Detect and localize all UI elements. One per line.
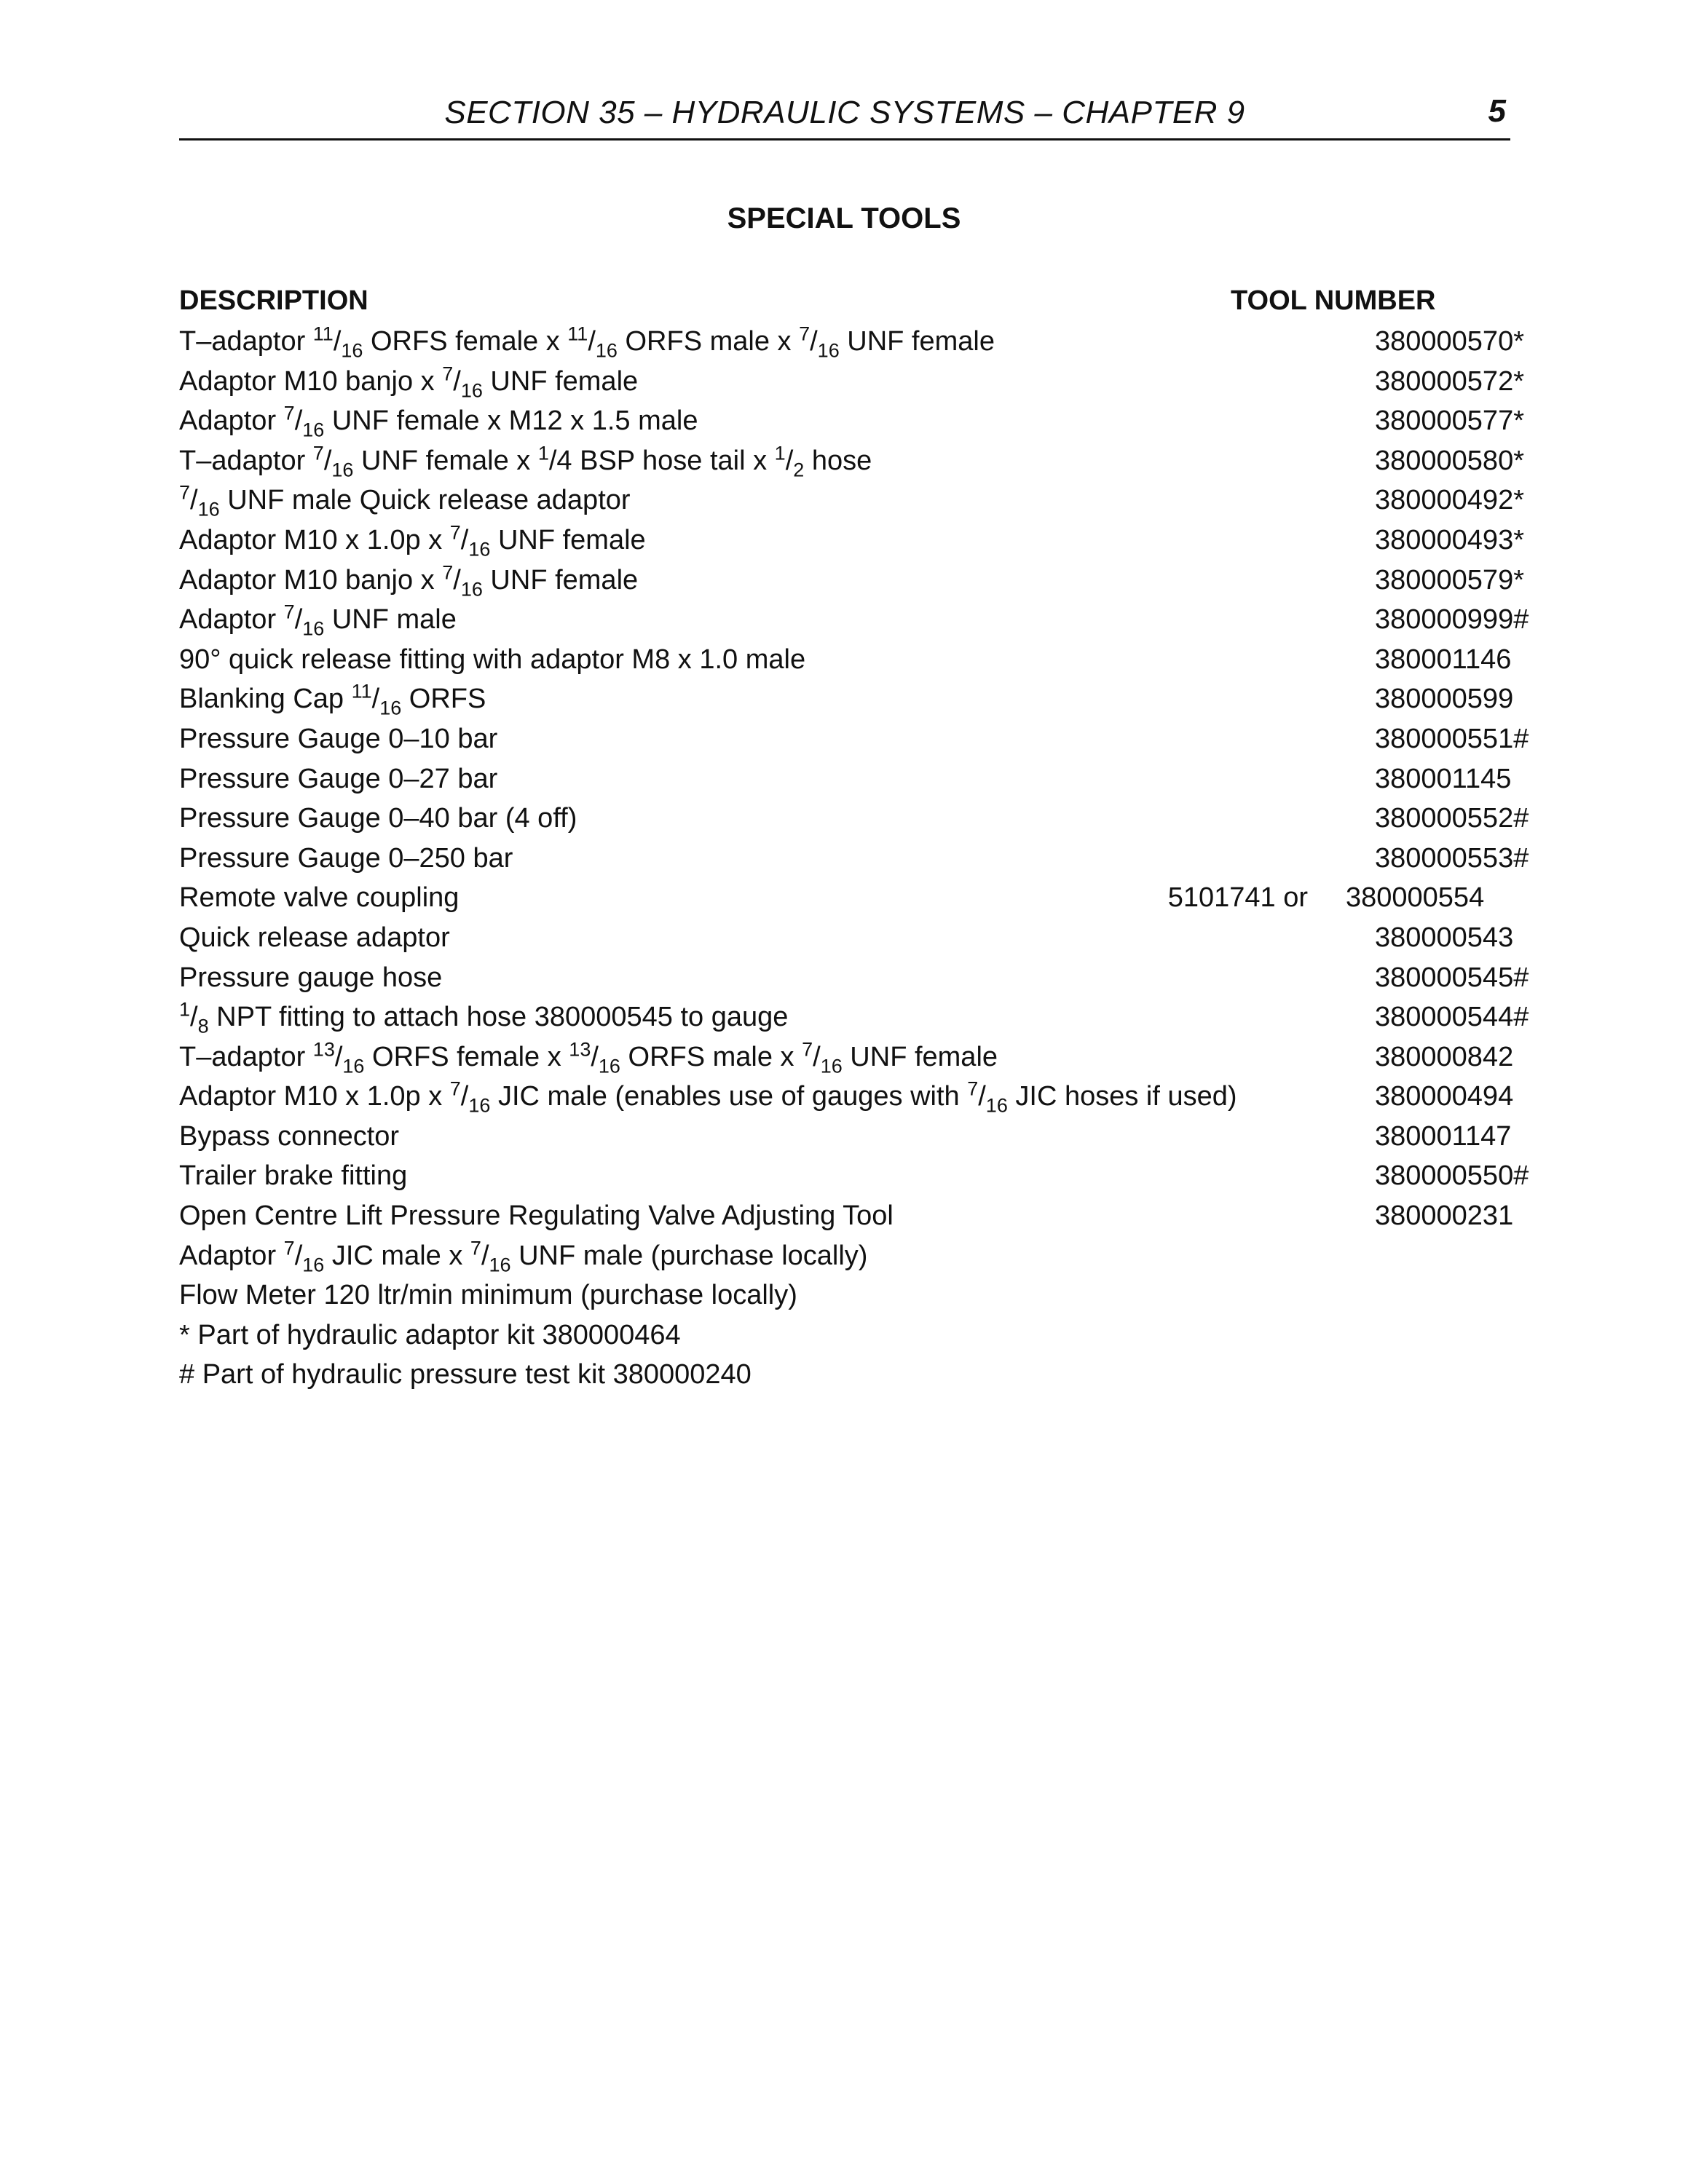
tool-number: 380000580* — [1375, 445, 1524, 476]
table-row — [179, 842, 1529, 883]
tool-description: Trailer brake fitting — [179, 1160, 408, 1192]
fraction: $^7/_{16}$ — [470, 1237, 511, 1276]
alternate-tool-number: 5101741 or — [1167, 882, 1308, 914]
fraction: $^{11}/_{16}$ — [312, 323, 363, 362]
table-row — [179, 764, 1519, 804]
tool-description: 90° quick release fitting with adaptor M8 x 1.0 male — [179, 644, 806, 675]
column-header-tool-number: TOOL NUMBER — [1231, 285, 1436, 316]
fraction: $^7/_{16}$ — [283, 402, 325, 441]
table-row — [179, 323, 1524, 366]
fraction: $^7/_{16}$ — [179, 481, 220, 521]
tool-description: Adaptor $^7/_{16}$ UNF female x M12 x 1.5 male — [179, 402, 698, 441]
table-row — [179, 561, 1524, 605]
tool-description: T–adaptor $^{13}/_{16}$ ORFS female x $^{13}/_{16}$ ORFS male x $^7/_{16}$ UNF female — [179, 1038, 998, 1077]
tool-description: Adaptor M10 x 1.0p x $^7/_{16}$ UNF female — [179, 521, 646, 561]
tool-description: Pressure gauge hose — [179, 962, 443, 993]
table-row — [179, 1359, 1519, 1399]
tool-description: T–adaptor $^7/_{16}$ UNF female x $^1$/4 BSP hose tail x $^1/_2$ hose — [179, 442, 872, 481]
tool-description: Bypass connector — [179, 1120, 400, 1152]
table-row — [179, 998, 1529, 1042]
tool-number: 380001146 — [1375, 644, 1512, 675]
tool-number: 380000550# — [1375, 1160, 1529, 1192]
tool-description: $^1/_8$ NPT fitting to attach hose 380000545 to gauge — [179, 998, 789, 1037]
page-header — [179, 90, 1510, 141]
tool-description: Adaptor $^7/_{16}$ JIC male x $^7/_{16}$ UNF male (purchase locally) — [179, 1237, 868, 1276]
table-row — [179, 521, 1524, 565]
tool-number: 380001147 — [1375, 1120, 1512, 1152]
fraction: $^{11}/_{16}$ — [567, 323, 618, 362]
tool-description: Blanking Cap $^{11}/_{16}$ ORFS — [179, 680, 486, 719]
table-row — [179, 922, 1519, 962]
table-row — [179, 1200, 1519, 1241]
tool-number: 380000842 — [1375, 1041, 1514, 1072]
table-row — [179, 402, 1524, 446]
table-row — [179, 1237, 1519, 1281]
tool-description: Adaptor M10 banjo x $^7/_{16}$ UNF female — [179, 561, 639, 600]
tool-description: Quick release adaptor — [179, 922, 450, 953]
table-row — [179, 680, 1519, 724]
fraction: $^7/_{16}$ — [283, 601, 325, 640]
table-row — [179, 442, 1524, 486]
table-body — [179, 323, 1529, 1399]
fraction: $^7/_{16}$ — [442, 561, 483, 600]
fraction: $^{11}/_{16}$ — [351, 680, 402, 719]
table-row — [179, 601, 1529, 644]
tool-number: 380000579* — [1375, 564, 1524, 596]
table-row — [179, 1038, 1519, 1082]
table-row — [179, 1160, 1529, 1200]
tool-number: 380000493* — [1375, 524, 1524, 555]
tool-number: 380000570* — [1375, 326, 1524, 357]
tool-description: Pressure Gauge 0–10 bar — [179, 723, 498, 754]
tool-number: 380000544# — [1375, 1002, 1529, 1033]
special-tools-table — [179, 285, 1529, 1399]
table-row — [179, 1320, 1519, 1360]
table-row — [179, 1280, 1519, 1320]
table-row — [179, 723, 1529, 764]
tool-description: $^7/_{16}$ UNF male Quick release adaptor — [179, 481, 631, 521]
table-row — [179, 644, 1519, 684]
fraction: $^7/_{16}$ — [442, 363, 483, 402]
tool-description: Open Centre Lift Pressure Regulating Valve Adjusting Tool — [179, 1200, 894, 1232]
tool-description: Adaptor M10 x 1.0p x $^7/_{16}$ JIC male (enables use of gauges with $^7/_{16}$ JIC hoses if used) — [179, 1077, 1237, 1117]
fraction: $^{13}/_{16}$ — [569, 1038, 620, 1077]
table-row — [179, 1077, 1519, 1121]
tool-description: Adaptor $^7/_{16}$ UNF male — [179, 601, 457, 640]
tool-number: 380000494 — [1375, 1081, 1514, 1112]
tool-number: 380000577* — [1375, 405, 1524, 437]
tool-number: 380000231 — [1375, 1200, 1514, 1232]
fraction: $^7/_{16}$ — [283, 1237, 325, 1276]
tool-number: 380000572* — [1375, 365, 1524, 397]
table-row — [179, 481, 1524, 525]
tool-number: 380000999# — [1375, 604, 1529, 636]
fraction: $^7/_{16}$ — [967, 1077, 1008, 1117]
tool-description: Flow Meter 120 ltr/min minimum (purchase locally) — [179, 1280, 797, 1311]
tool-number: 380000543 — [1375, 922, 1514, 953]
table-header — [179, 285, 1519, 326]
table-row — [179, 962, 1529, 1002]
tool-description: T–adaptor $^{11}/_{16}$ ORFS female x $^{11}/_{16}$ ORFS male x $^7/_{16}$ UNF female — [179, 323, 995, 362]
tool-description: * Part of hydraulic adaptor kit 380000464 — [179, 1319, 681, 1350]
table-row — [179, 803, 1529, 843]
column-header-description: DESCRIPTION — [179, 285, 368, 316]
section-title: SECTION 35 – HYDRAULIC SYSTEMS – CHAPTER 9 — [444, 95, 1245, 130]
page-number: 5 — [1488, 93, 1506, 129]
fraction: $^7/_{16}$ — [312, 442, 354, 481]
tool-number: 380001145 — [1375, 763, 1512, 794]
tool-number: 380000552# — [1375, 803, 1529, 834]
tool-description: # Part of hydraulic pressure test kit 380000240 — [179, 1359, 752, 1390]
fraction: $^{13}/_{16}$ — [312, 1038, 365, 1077]
tool-number: 380000554 — [1346, 882, 1485, 914]
table-row — [179, 1121, 1519, 1161]
tool-number: 380000492* — [1375, 485, 1524, 516]
tool-number: 380000545# — [1375, 962, 1529, 993]
fraction: $^1/_2$ — [774, 442, 805, 481]
tool-number: 380000553# — [1375, 842, 1529, 874]
tool-number: 380000599 — [1375, 684, 1514, 715]
tool-description: Remote valve coupling — [179, 882, 460, 914]
fraction: $^7/_{16}$ — [449, 1077, 491, 1117]
tool-description: Pressure Gauge 0–250 bar — [179, 842, 513, 874]
fraction: $^7/_{16}$ — [799, 323, 840, 362]
fraction: $^7/_{16}$ — [802, 1038, 843, 1077]
tool-description: Adaptor M10 banjo x $^7/_{16}$ UNF female — [179, 363, 639, 402]
tool-description: Pressure Gauge 0–40 bar (4 off) — [179, 803, 577, 834]
tool-number: 380000551# — [1375, 723, 1529, 754]
fraction: $^1/_8$ — [179, 998, 209, 1037]
table-row — [179, 363, 1524, 406]
tool-description: Pressure Gauge 0–27 bar — [179, 763, 498, 794]
fraction: $^7/_{16}$ — [449, 521, 491, 561]
page-title: SPECIAL TOOLS — [727, 202, 961, 234]
table-row — [179, 882, 1519, 922]
